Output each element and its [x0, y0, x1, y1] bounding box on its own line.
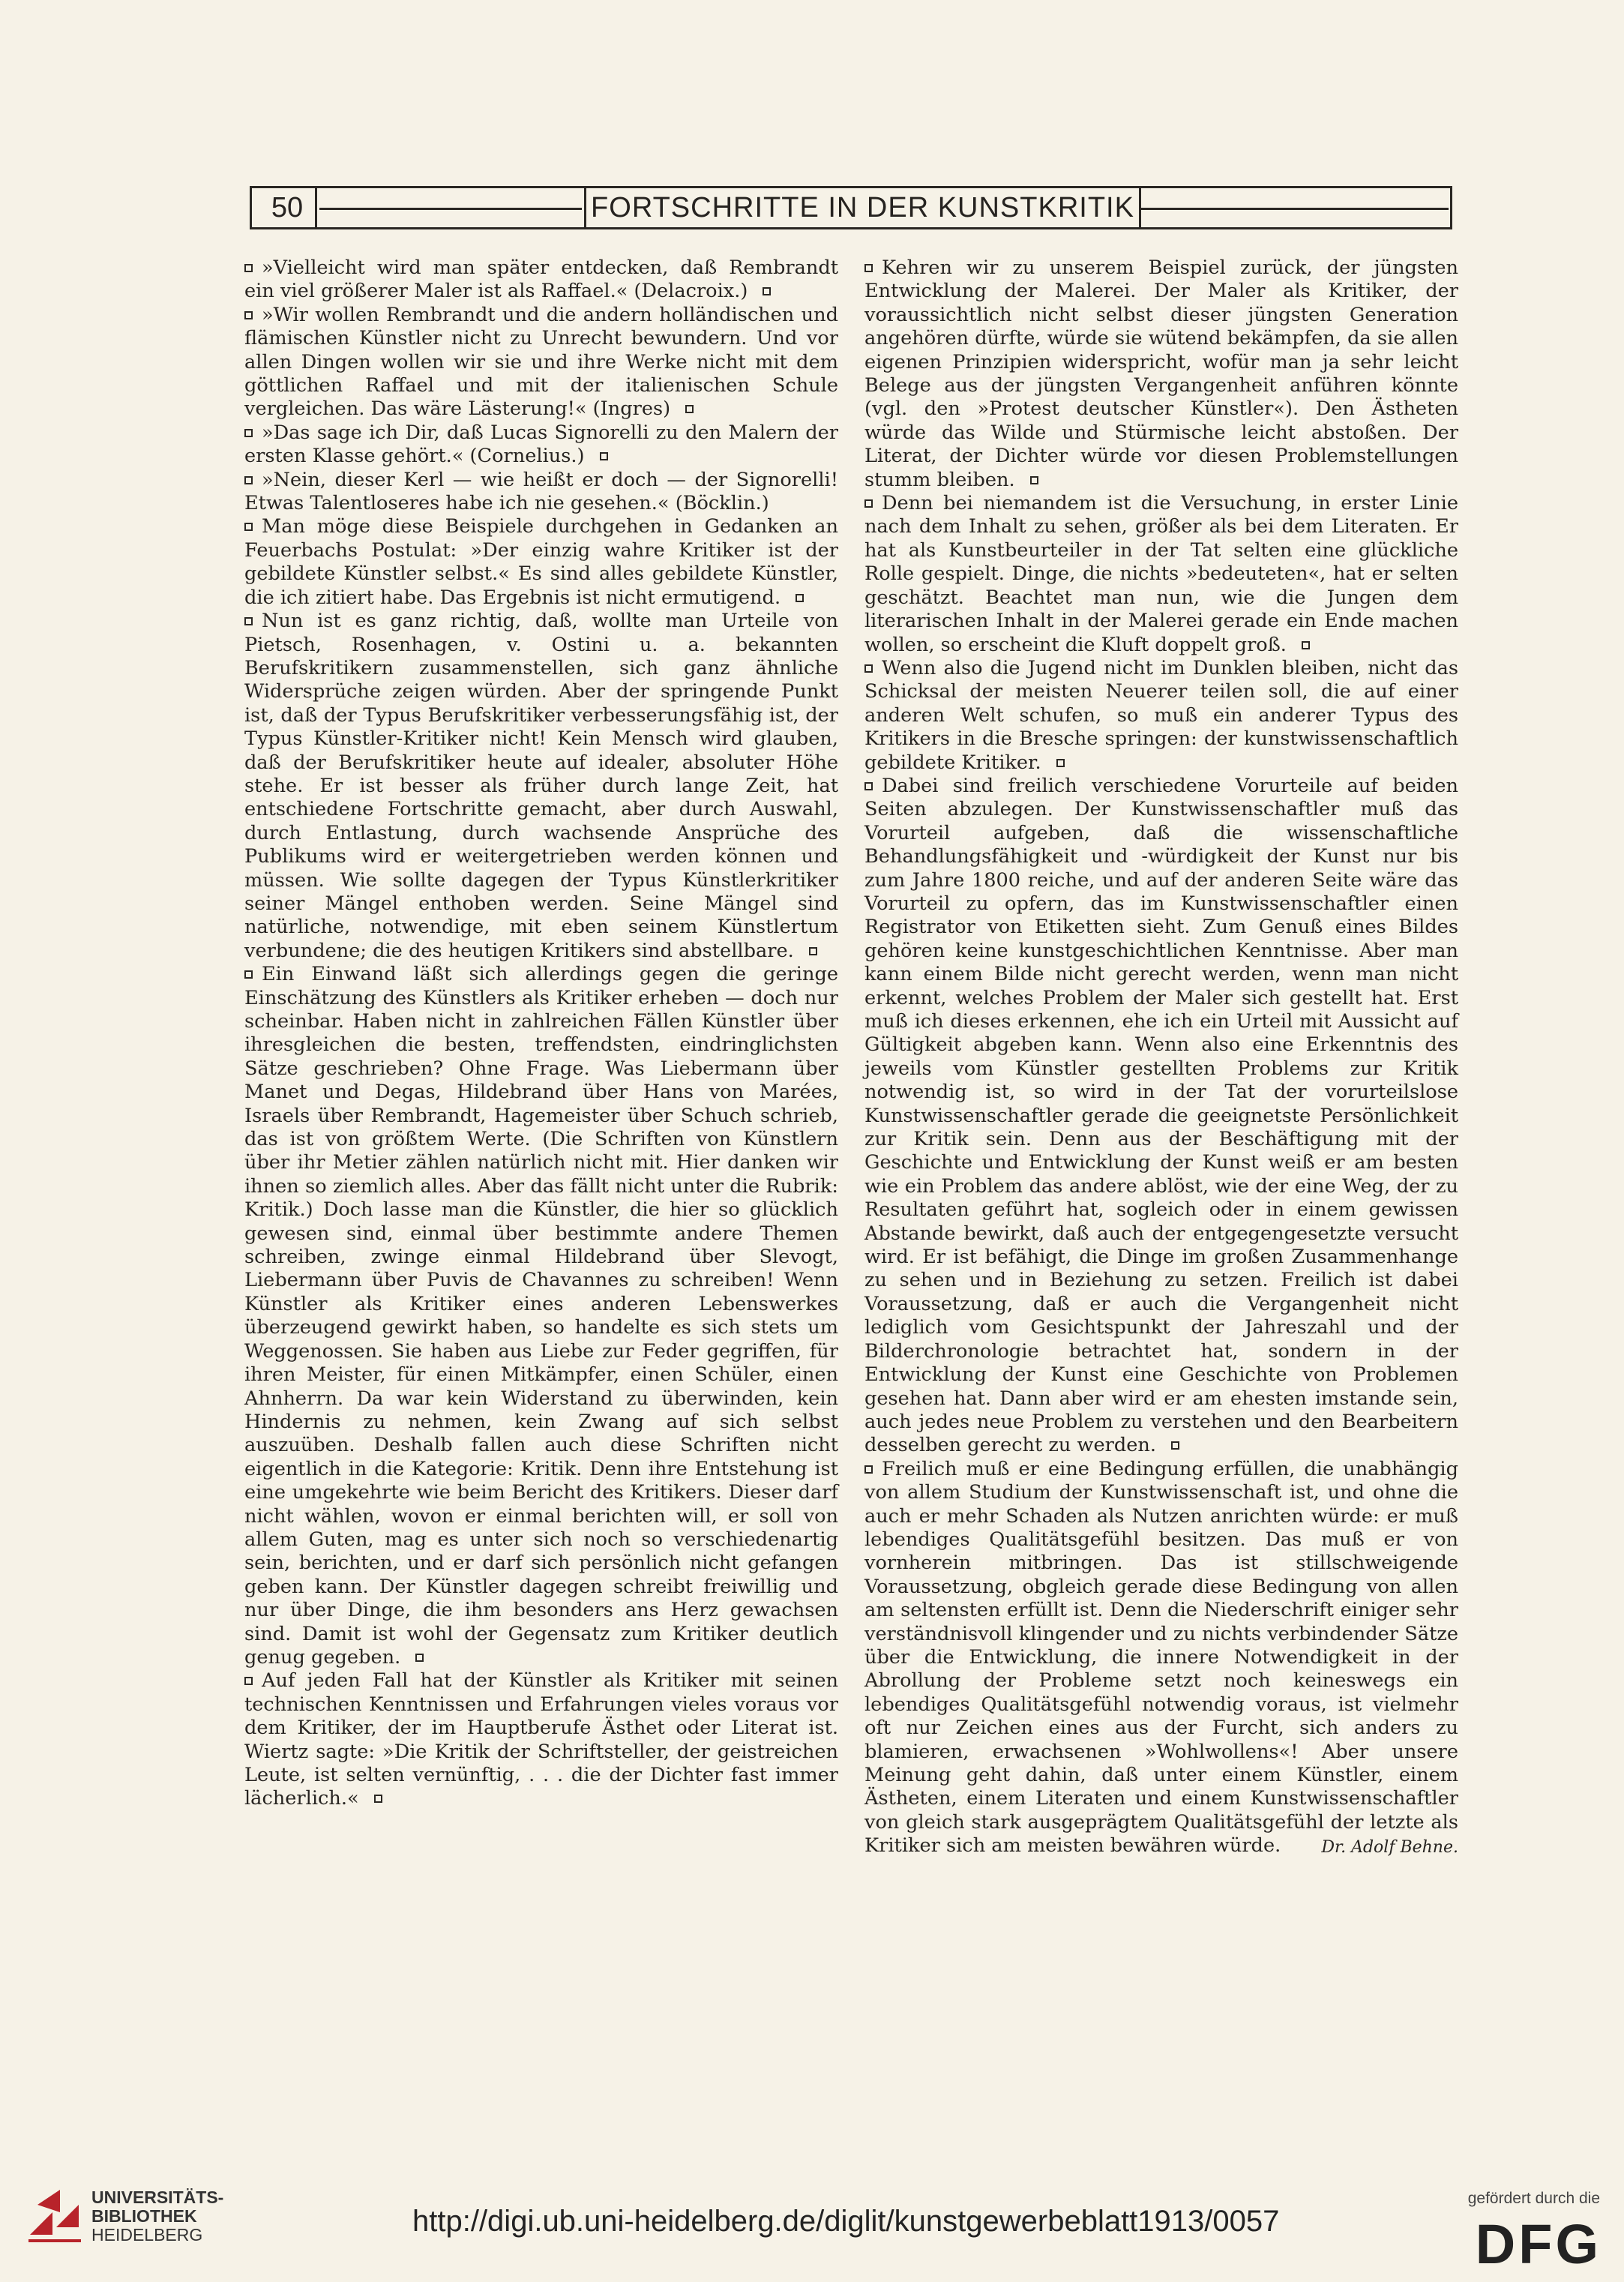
square-bullet-icon — [415, 1654, 424, 1662]
page-number: 50 — [259, 188, 317, 227]
square-bullet-icon — [864, 782, 873, 790]
square-bullet-icon — [600, 452, 608, 460]
running-header — [250, 186, 1452, 229]
dfg-logo: DFG — [1475, 2213, 1602, 2275]
paragraph: Auf jeden Fall hat der Künstler als Kritiker mit seinen technischen Kenntnissen und Erfahrungen vieles voraus vor dem Kritiker, der im Hauptberufe Ästhet oder Literat ist. Wiertz sagte: »Die Kritik der Schriftsteller, der geistreichen Leute, ist selten vernünftig, . . . die der Dichter fast immer lächerlich.« — [244, 1669, 838, 1810]
paragraph: »Das sage ich Dir, daß Lucas Signorelli zu den Malern der ersten Klasse gehört.« (Cornelius.) — [244, 421, 838, 468]
paragraph: Man möge diese Beispiele durchgehen in Gedanken an Feuerbachs Postulat: »Der einzig wahre Kritiker ist der gebildete Künstler selbst.« Es sind alles gebildete Künstler, die ich zitiert habe. Das Ergebnis ist nicht ermutigend. — [244, 515, 838, 609]
paragraph: Nun ist es ganz richtig, daß, wollte man Urteile von Pietsch, Rosenhagen, v. Ostini u. a. bekannten Berufskritikern zusammenstellen, sich ganz ähnliche Widersprüche zeigen würden. Aber der springende Punkt ist, daß der Typus Berufskritiker verbesserungsfähig ist, der Typus Künstler-Kritiker nicht! Kein Mensch wird glauben, daß der Berufskritiker heute auf idealer, absoluter Höhe stehe. Er ist besser als früher durch lange Zeit, hat entschiedene Fortschritte gemacht, aber durch Auswahl, durch Entlastung, durch wachsende Ansprüche des Publikums wird er weitergetrieben werden können und müssen. Wie sollte dagegen der Typus Künstlerkritiker seiner Mängel enthoben werden. Seine Mängel sind natürliche, notwendige, mit eben seinem Künstlertum verbundene; die des heutigen Kritikers sind abstellbare. — [244, 610, 838, 962]
square-bullet-icon — [244, 311, 253, 319]
square-bullet-icon — [864, 499, 873, 508]
square-bullet-icon — [864, 1465, 873, 1474]
header-rule-right — [1141, 208, 1449, 210]
paragraph: »Wir wollen Rembrandt und die andern holländischen und flämischen Künstler nicht zu Unrecht bewundern. Und vor allen Dingen wollen wir sie und ihre Werke nicht mit dem göttlichen Raffael und mit der italienischen Schule vergleichen. Das wäre Lästerung!« (Ingres) — [244, 303, 838, 421]
square-bullet-icon — [809, 947, 817, 955]
paragraph: »Vielleicht wird man später entdecken, daß Rembrandt ein viel größerer Maler ist als Raffael.« (Delacroix.) — [244, 256, 838, 303]
header-rule-left — [319, 208, 582, 210]
square-bullet-icon — [1030, 476, 1038, 484]
square-bullet-icon — [1302, 641, 1310, 649]
library-logo-icon — [22, 2182, 85, 2245]
square-bullet-icon — [244, 617, 253, 625]
square-bullet-icon — [1056, 759, 1065, 767]
source-url[interactable]: http://digi.ub.uni-heidelberg.de/diglit/kunstgewerbeblatt1913/0057 — [412, 2205, 1280, 2238]
square-bullet-icon — [244, 970, 253, 979]
square-bullet-icon — [864, 664, 873, 673]
square-bullet-icon — [374, 1795, 382, 1803]
author-signature: Dr. Adolf Behne. — [1321, 1837, 1458, 1857]
paragraph: Denn bei niemandem ist die Versuchung, in erster Linie nach dem Inhalt zu sehen, größer als bei dem Literaten. Er hat als Kunstbeurteiler in der Tat selten eine glückliche Rolle gespielt. Dinge, die nichts »bedeuteten«, hat er selten geschätzt. Beachtet man nun, wie die Jungen dem literarischen Inhalt in der Malerei gerade ein Ende machen wollen, so erscheint die Kluft doppelt groß. — [864, 492, 1458, 656]
library-name: UNIVERSITÄTS- BIBLIOTHEK HEIDELBERG — [91, 2188, 224, 2245]
square-bullet-icon — [244, 264, 253, 272]
funding-note: gefördert durch die — [1467, 2190, 1600, 2207]
paragraph: Freilich muß er eine Bedingung erfüllen, die unabhängig von allem Studium der Kunstwissenschaft ist, und ohne die auch er mehr Schaden als Nutzen anrichten würde: er muß lebendiges Qualitätsgefühl besitzen. Das muß er von vornherein mitbringen. Das ist stillschweigende Voraussetzung, obgleich gerade diese Bedingung von allen am seltensten erfüllt ist. Denn die Niederschrift einiger sehr verständnisvoll klingender und zu nichts verbindender Sätze über die Entwicklung, die innere Notwendigkeit in der Abrollung der Probleme setzt noch keineswegs ein lebendiges Qualitätsgefühl notwendig voraus, ist vielmehr oft nur Zeichen eines aus der Furcht, sich anders zu blamieren, erwachsenen »Wohlwollens«! Aber unsere Meinung geht dahin, daß unter einem Künstler, einem Ästheten, einem Literaten und einem Kunstwissenschaftler von gleich stark ausgeprägtem Qualitätsgefühl der letzte als Kritiker sich am meisten bewähren würde. — [864, 1457, 1458, 1858]
square-bullet-icon — [1171, 1441, 1179, 1450]
square-bullet-icon — [244, 476, 253, 484]
square-bullet-icon — [244, 429, 253, 437]
paragraph: Ein Einwand läßt sich allerdings gegen die geringe Einschätzung des Künstlers als Kritiker erheben — doch nur scheinbar. Haben nicht in zahlreichen Fällen Künstler über ihresgleichen die besten, treffendsten, eindringlichsten Sätze geschrieben? Ohne Frage. Was Liebermann über Manet und Degas, Hildebrand über Hans von Marées, Israels über Rembrandt, Hagemeister über Schuch schrieb, das ist von größtem Werte. (Die Schriften von Künstlern über ihr Metier zählen natürlich nicht mit. Hier danken wir ihnen so ziemlich alles. Aber das fällt nicht unter die Rubrik: Kritik.) Doch lasse man die Künstler, die hier so glücklich gewesen sind, einmal über bestimmte andere Themen schreiben, zwinge einmal Hildebrand über Slevogt, Liebermann über Puvis de Chavannes zu schreiben! Wenn Künstler als Kritiker eines anderen Lebenswerkes überzeugend gewirkt haben, so handelte es sich stets um Weggenossen. Sie haben aus Liebe zur Feder gegriffen, für ihren Meister, für einen Mitkämpfer, einen Schüler, einen Ahnherrn. Da war kein Widerstand zu überwinden, kein Hindernis zu nehmen, kein Zwang auf sich selbst auszuüben. Deshalb fallen auch diese Schriften nicht eigentlich in die Kategorie: Kritik. Denn ihre Entstehung ist eine umgekehrte wie beim Bericht des Kritikers. Dieser darf nicht wählen, wovon er einmal berichten will, er soll von allem Guten, mag es unter sich noch so verschiedenartig sein, berichten, und er darf sich persönlich nicht gefangen geben kann. Der Künstler dagegen schreibt freiwillig und nur über Dinge, die ihm besonders ans Herz gewachsen sind. Damit ist wohl der Gegensatz zum Kritiker deutlich genug gegeben. — [244, 963, 838, 1669]
square-bullet-icon — [796, 594, 804, 602]
square-bullet-icon — [864, 264, 873, 272]
paragraph: Wenn also die Jugend nicht im Dunklen bleiben, nicht das Schicksal der meisten Neuerer teilen soll, die auf einer anderen Welt schufen, so muß ein anderer Typus des Kritikers in die Bresche springen: der kunstwissenschaftlich gebildete Kritiker. — [864, 656, 1458, 774]
running-title: FORTSCHRITTE IN DER KUNSTKRITIK — [584, 188, 1141, 227]
paragraph: »Nein, dieser Kerl — wie heißt er doch — der Signorelli! Etwas Talentloseres habe ich nie gesehen.« (Böcklin.) — [244, 468, 838, 515]
footer — [0, 2160, 1624, 2282]
square-bullet-icon — [244, 523, 253, 531]
paragraph: Kehren wir zu unserem Beispiel zurück, der jüngsten Entwicklung der Malerei. Der Maler als Kritiker, der voraussichtlich nicht selbst dieser jüngsten Generation angehören dürfte, würde sie wütend bekämpfen, da sie allen eigenen Prinzipien widerspricht, wofür man ja sehr leicht Belege aus der jüngsten Vergangenheit anführen könnte (vgl. den »Protest deutscher Künstler«). Den Ästheten würde das Wilde und Stürmische leicht abstoßen. Der Literat, der Dichter würde vor diesen Problemstellungen stumm bleiben. — [864, 256, 1458, 491]
right-column — [864, 256, 1458, 1859]
square-bullet-icon — [685, 405, 694, 413]
paragraph: Dabei sind freilich verschiedene Vorurteile auf beiden Seiten abzulegen. Der Kunstwissenschaftler muß das Vorurteil aufgeben, daß die wissenschaftliche Behandlungsfähigkeit und -würdigkeit der Kunst nur bis zum Jahre 1800 reiche, und auf der anderen Seite wäre das Vorurteil zu opfern, das im Kunstwissenschaftler einen Registrator von Etiketten sieht. Zum Genuß eines Bildes gehören keine kunstgeschichtlichen Kenntnisse. Aber man kann einem Bilde nicht gerecht werden, wenn man nicht erkennt, welches Problem der Maler sich gestellt hat. Erst muß ich dieses erkennen, ehe ich ein Urteil mit Aussicht auf Gültigkeit abgeben kann. Wenn also eine Erkenntnis des jeweils vom Künstler gestellten Problems zur Kritik notwendig ist, so wird in der Tat der vorurteilslose Kunstwissenschaftler gerade die geeignetste Persönlichkeit zur Kritik sein. Denn aus der Beschäftigung mit der Geschichte und Entwicklung der Kunst weiß er am besten wie ein Problem das andere ablöst, wie der eine Weg, der zu Resultaten geführt hat, sogleich oder in einem gewissen Abstande bewirkt, daß auch der entgegengesetzte versucht wird. Er ist befähigt, die Dinge im großen Zusammenhange zu sehen und in Beziehung zu setzen. Freilich ist dabei Voraussetzung, daß er auch die Vergangenheit nicht lediglich vom Gesichtspunkt der Jahreszahl und der Bilderchronologie betrachtet hat, sondern in der Entwicklung der Kunst eine Geschichte von Problemen gesehen hat. Dann aber wird er am ehesten imstande sein, auch jedes neue Problem zu verstehen und den Bearbeitern desselben gerecht zu werden. — [864, 774, 1458, 1457]
square-bullet-icon — [244, 1677, 253, 1685]
left-column — [244, 256, 838, 1811]
square-bullet-icon — [763, 287, 771, 295]
